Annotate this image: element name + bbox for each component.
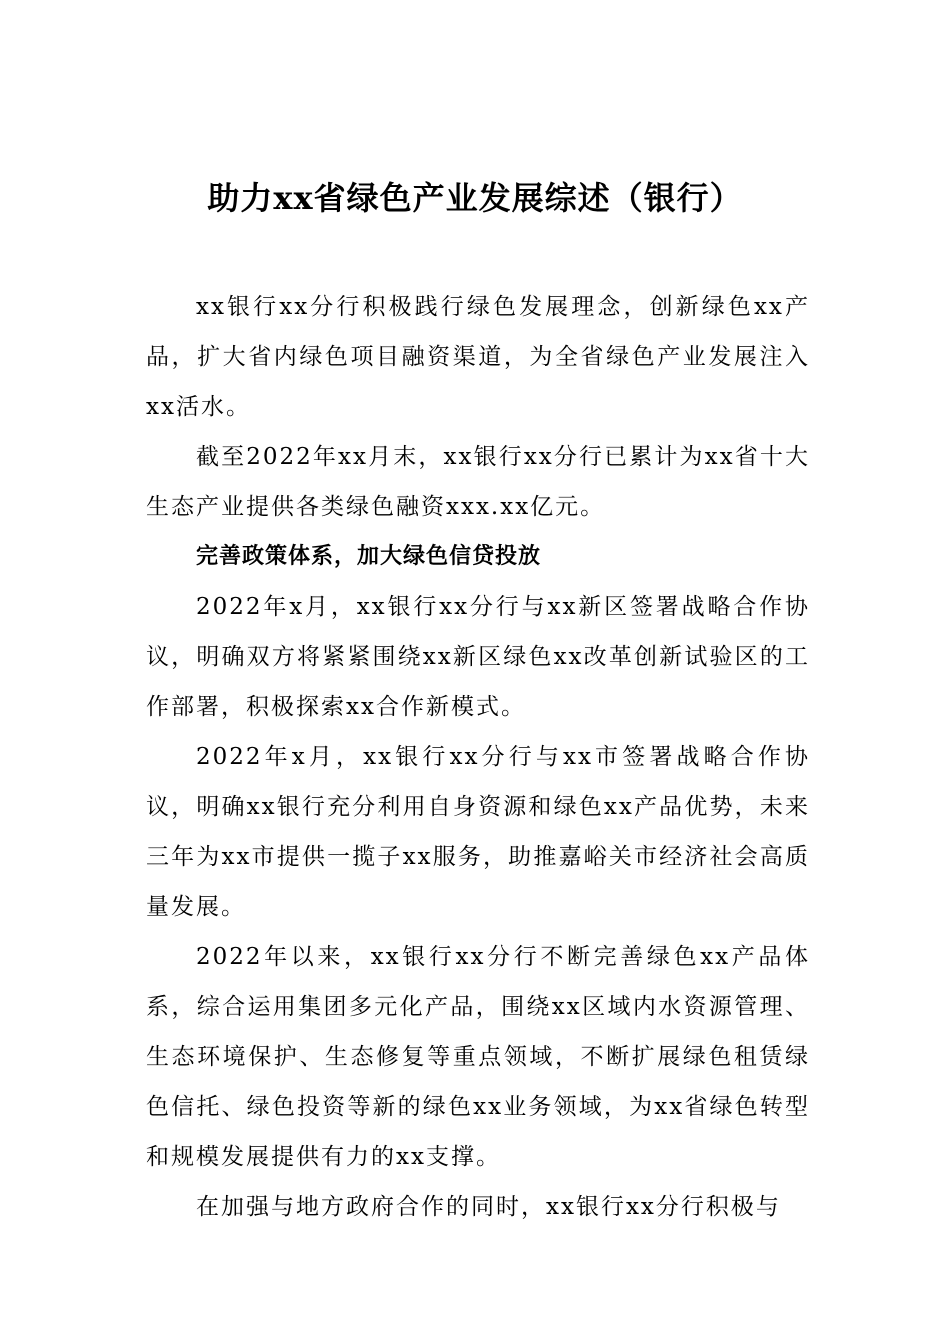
paragraph-intro: xx银行xx分行积极践行绿色发展理念，创新绿色xx产品，扩大省内绿色项目融资渠道，为全省绿色产业发展注入xx活水。 [146, 294, 810, 420]
paragraph-financing-total: 截至2022年xx月末，xx银行xx分行已累计为xx省十大生态产业提供各类绿色融资xxx.xx亿元。 [146, 444, 810, 520]
paragraph-government-cooperation: 在加强与地方政府合作的同时，xx银行xx分行积极与 [196, 1194, 781, 1220]
document-title: 助力xx省绿色产业发展综述（银行） [207, 179, 743, 217]
document-body [146, 282, 810, 1232]
paragraph-city-agreement: 2022年x月，xx银行xx分行与xx市签署战略合作协议，明确xx银行充分利用自身资源和绿色xx产品优势，未来三年为xx市提供一揽子xx服务，助推嘉峪关市经济社会高质量发展。 [146, 744, 810, 920]
paragraph-new-district-agreement: 2022年x月，xx银行xx分行与xx新区签署战略合作协议，明确双方将紧紧围绕xx新区绿色xx改革创新试验区的工作部署，积极探索xx合作新模式。 [146, 594, 810, 720]
section-heading: 完善政策体系，加大绿色信贷投放 [196, 544, 542, 569]
paragraph-product-system: 2022年以来，xx银行xx分行不断完善绿色xx产品体系，综合运用集团多元化产品，围绕xx区域内水资源管理、生态环境保护、生态修复等重点领域，不断扩展绿色租赁绿色信托、绿色投资等新的绿色xx业务领域，为xx省绿色转型和规模发展提供有力的xx支撑。 [146, 944, 810, 1170]
